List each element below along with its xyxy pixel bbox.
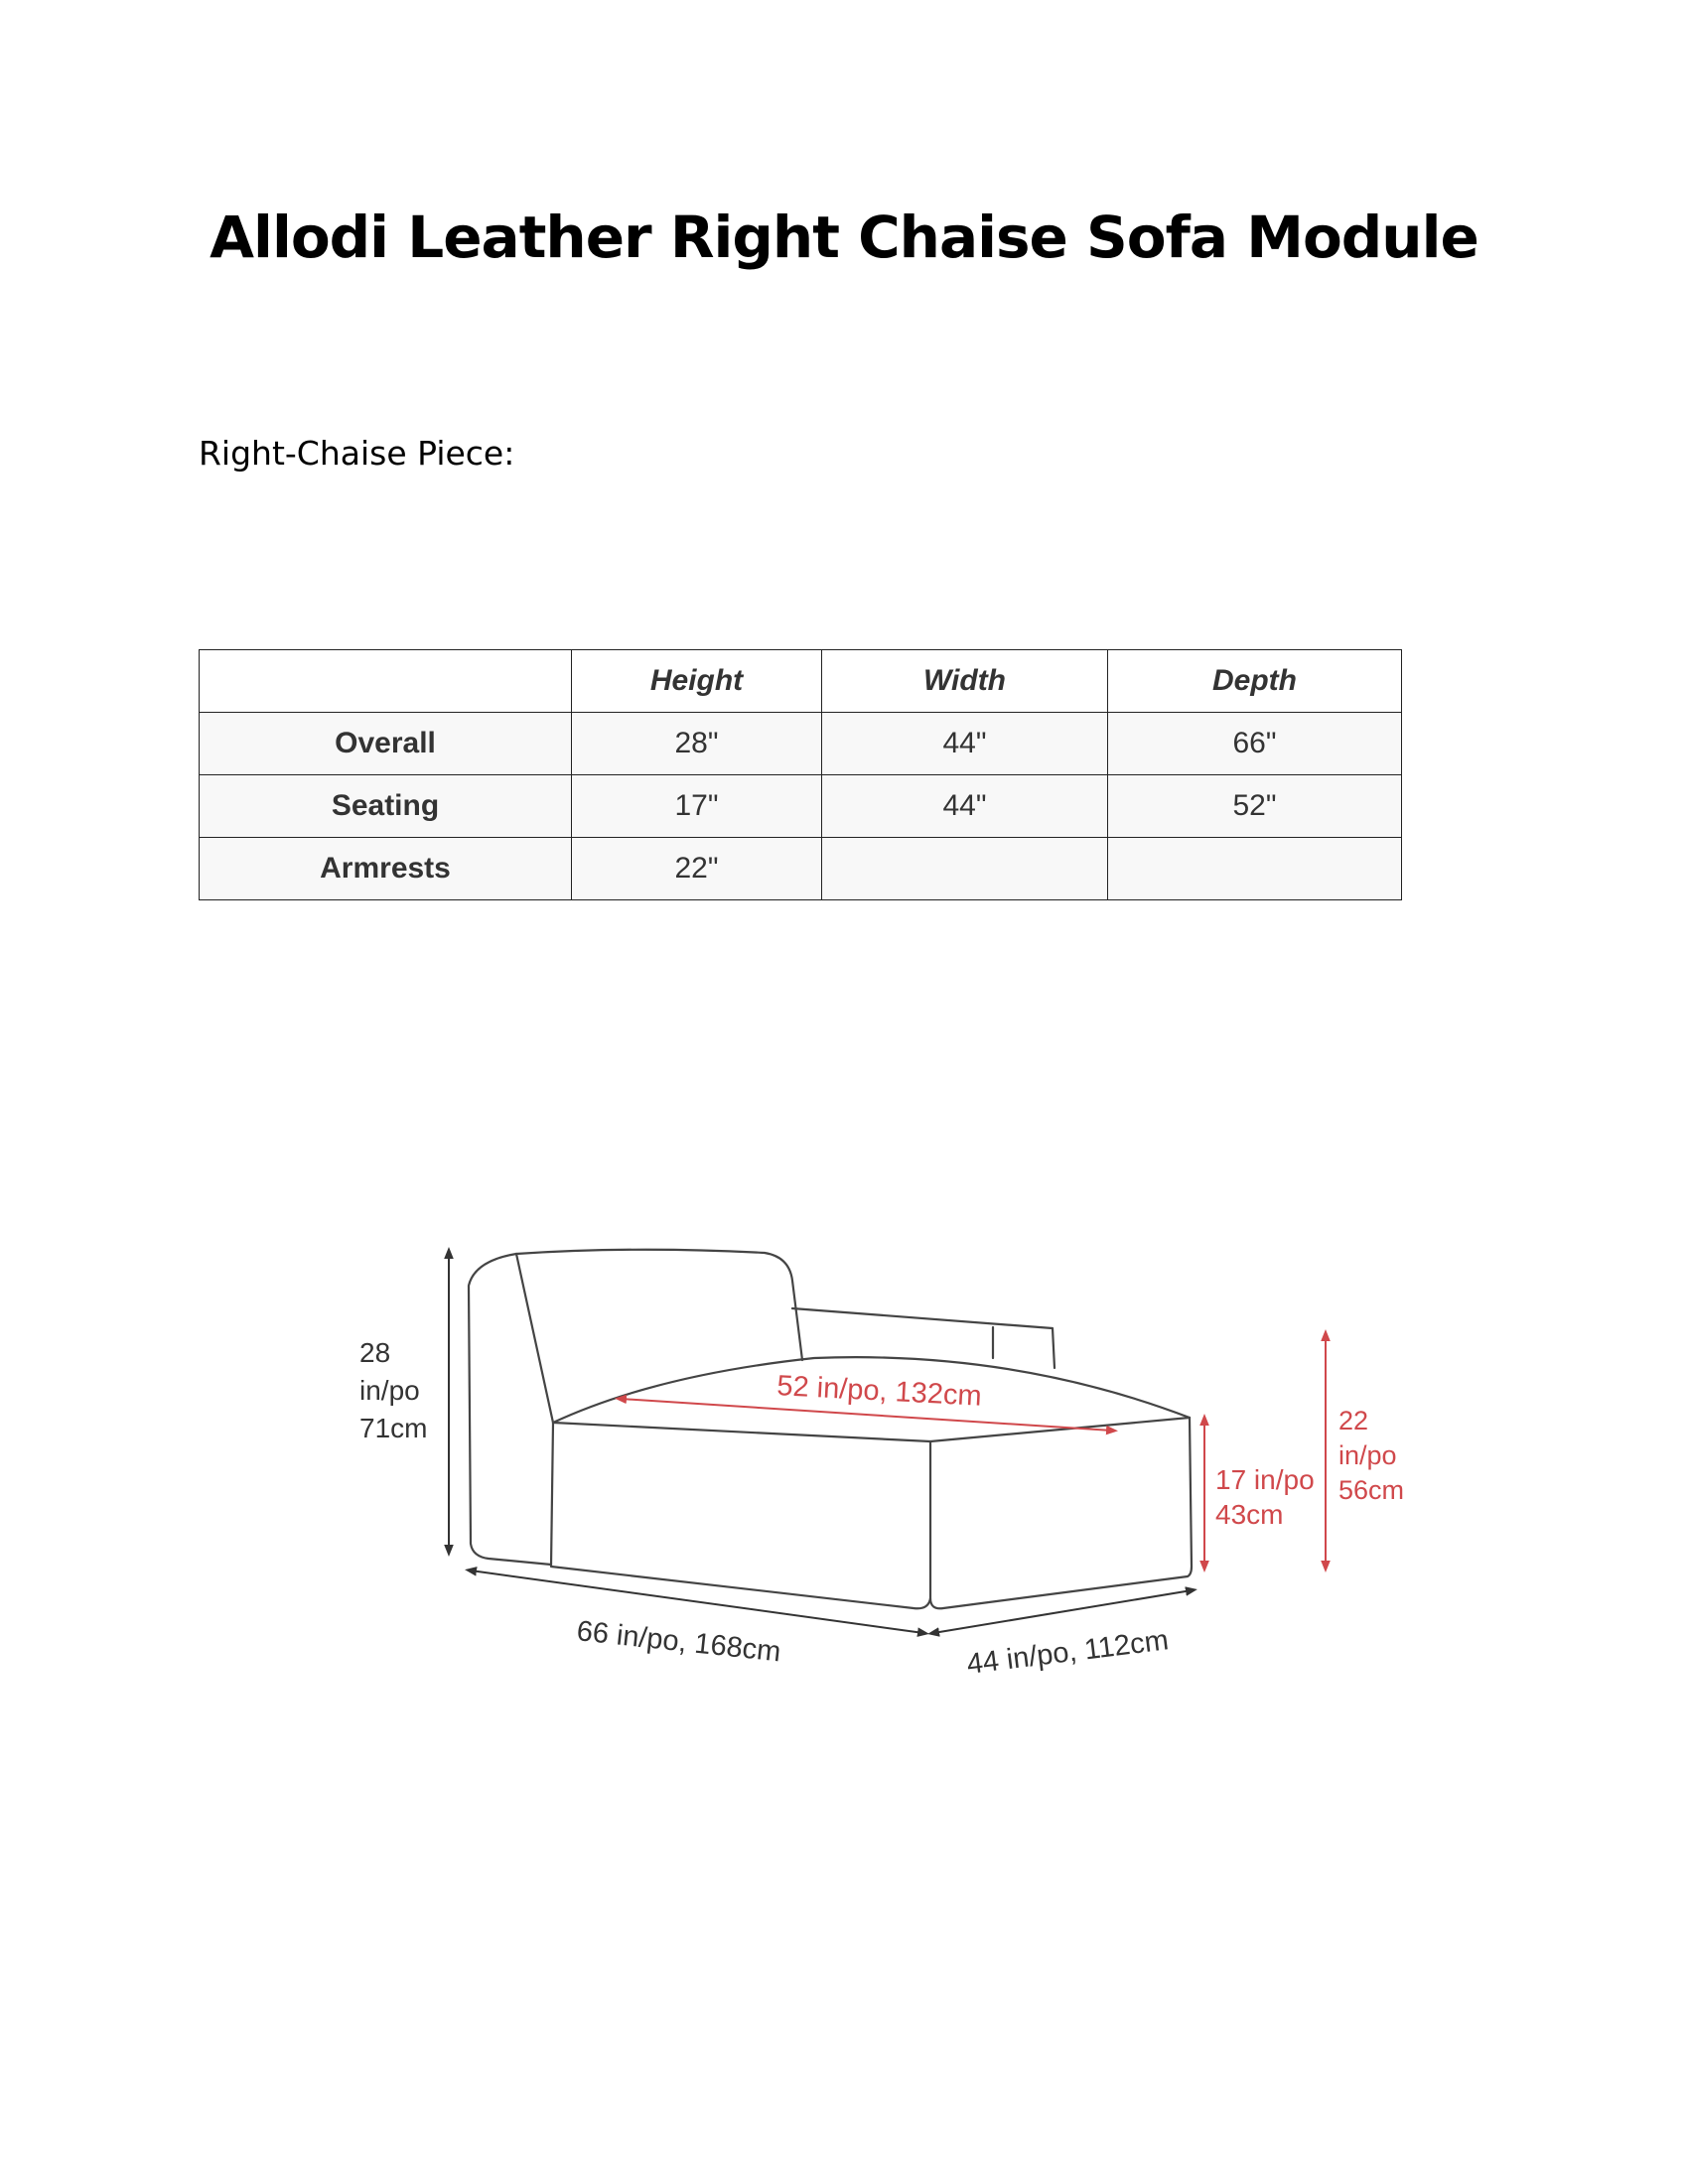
table-header-row (200, 650, 1402, 713)
arm-height-label (1338, 1406, 1404, 1505)
overall-width-label: 44 in/po, 112cm (964, 1624, 1171, 1681)
section-subtitle: Right-Chaise Piece: (199, 434, 515, 473)
cell-depth: 52" (1108, 775, 1402, 838)
cell-width: 44" (822, 713, 1108, 775)
sofa-dimension-diagram (338, 1231, 1430, 1688)
overall-height-label (359, 1337, 427, 1443)
header-width: Width (822, 650, 1108, 713)
seat-height-label (1215, 1464, 1315, 1530)
dimensions-table (199, 649, 1402, 900)
header-height: Height (572, 650, 822, 713)
table-row (200, 775, 1402, 838)
overall-depth-label: 66 in/po, 168cm (575, 1615, 782, 1669)
header-blank (200, 650, 572, 713)
cell-height: 17" (572, 775, 822, 838)
header-depth: Depth (1108, 650, 1402, 713)
overall-height-label-line3: 71cm (359, 1413, 428, 1443)
row-label: Armrests (200, 838, 572, 900)
seat-height-label-line1: 17 in/po (1215, 1464, 1315, 1495)
cell-width: 44" (822, 775, 1108, 838)
cell-height: 28" (572, 713, 822, 775)
arm-height-label-line2: in/po (1338, 1440, 1397, 1470)
cell-depth: 66" (1108, 713, 1402, 775)
overall-height-label-line2: in/po (359, 1375, 420, 1406)
arm-height-label-line3: 56cm (1338, 1475, 1405, 1505)
cell-depth (1108, 838, 1402, 900)
cell-height: 22" (572, 838, 822, 900)
row-label: Overall (200, 713, 572, 775)
table-row (200, 713, 1402, 775)
page-title: Allodi Leather Right Chaise Sofa Module (210, 204, 1478, 271)
cell-width (822, 838, 1108, 900)
seat-depth-label: 52 in/po, 132cm (775, 1370, 983, 1413)
table-row (200, 838, 1402, 900)
row-label: Seating (200, 775, 572, 838)
overall-height-label-line1: 28 (359, 1337, 391, 1368)
seat-height-label-line2: 43cm (1215, 1499, 1284, 1530)
arm-height-label-line1: 22 (1338, 1406, 1369, 1435)
